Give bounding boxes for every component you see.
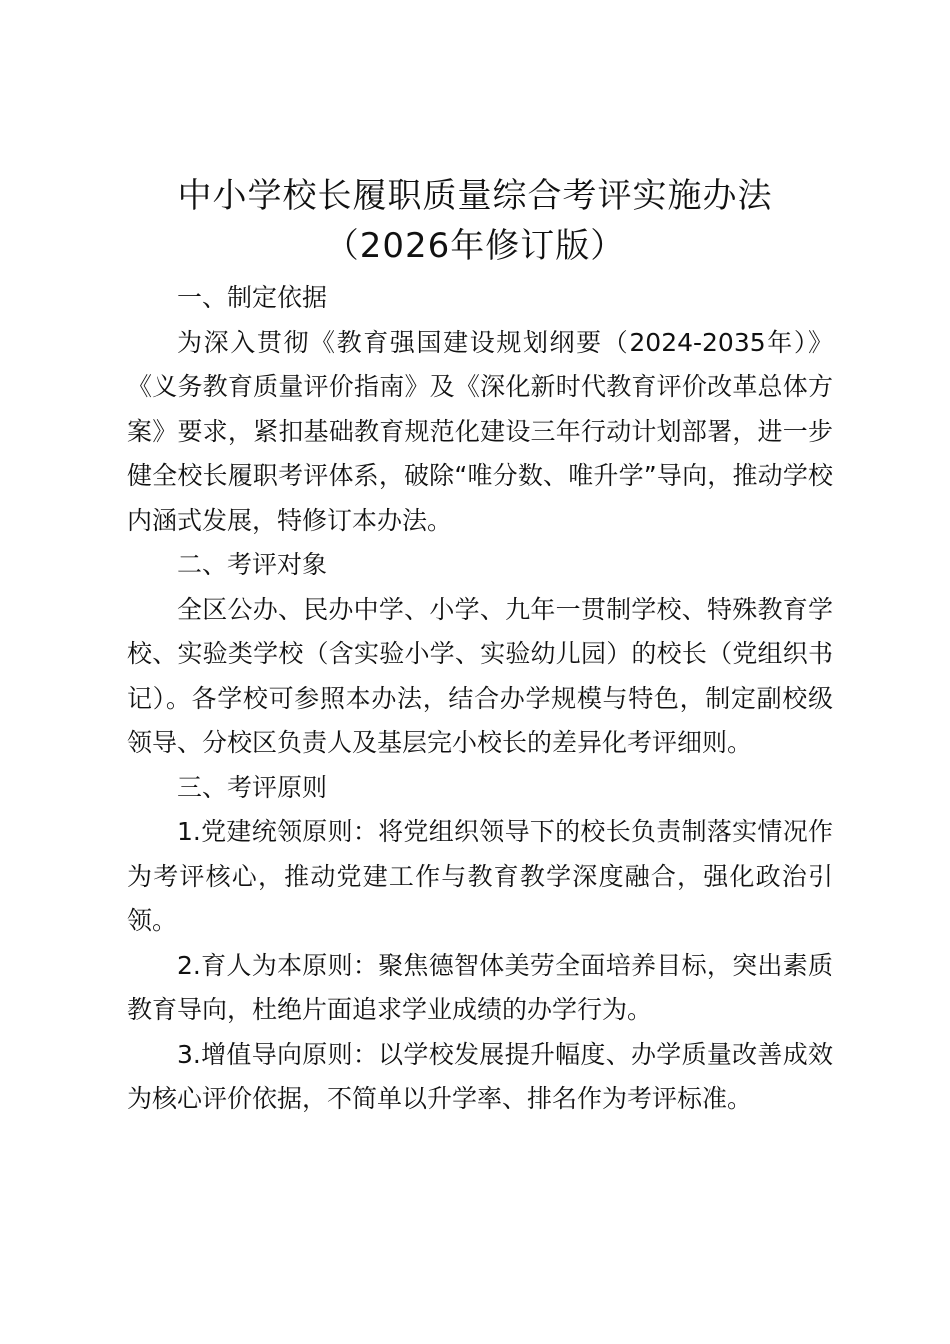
section-heading-principles: 三、考评原则: [177, 772, 328, 802]
document-subtitle: （2026年修订版）: [324, 226, 626, 266]
paragraph-principle-1: 1.党建统领原则：将党组织领导下的校长负责制落实情况作为考评核心，推动党建工作与教育教学深度融合，强化政治引领。: [127, 817, 833, 935]
paragraph-principle-2: 2.育人为本原则：聚焦德智体美劳全面培养目标，突出素质教育导向，杜绝片面追求学业成绩的办学行为。: [127, 950, 833, 1024]
paragraph-basis: 为深入贯彻《教育强国建设规划纲要（2024-2035年）》《义务教育质量评价指南》及《深化新时代教育评价改革总体方案》要求，紧扣基础教育规范化建设三年行动计划部署，进一步健全校长履职考评体系，破除“唯分数、唯升学”导向，推动学校内涵式发展，特修订本办法。: [127, 327, 833, 535]
section-heading-basis: 一、制定依据: [177, 283, 328, 312]
section-heading-targets: 二、考评对象: [177, 550, 328, 579]
paragraph-targets: 全区公办、民办中学、小学、九年一贯制学校、特殊教育学校、实验类学校（含实验小学、实验幼儿园）的校长（党组织书记）。各学校可参照本办法，结合办学规模与特色，制定副校级领导、分校区负责人及基层完小校长的差异化考评细则。: [127, 594, 833, 757]
document-body: [127, 276, 833, 1122]
paragraph-principle-3: 3.增值导向原则：以学校发展提升幅度、办学质量改善成效为核心评价依据，不简单以升学率、排名作为考评标准。: [127, 1039, 833, 1113]
document-title: 中小学校长履职质量综合考评实施办法: [177, 176, 773, 216]
